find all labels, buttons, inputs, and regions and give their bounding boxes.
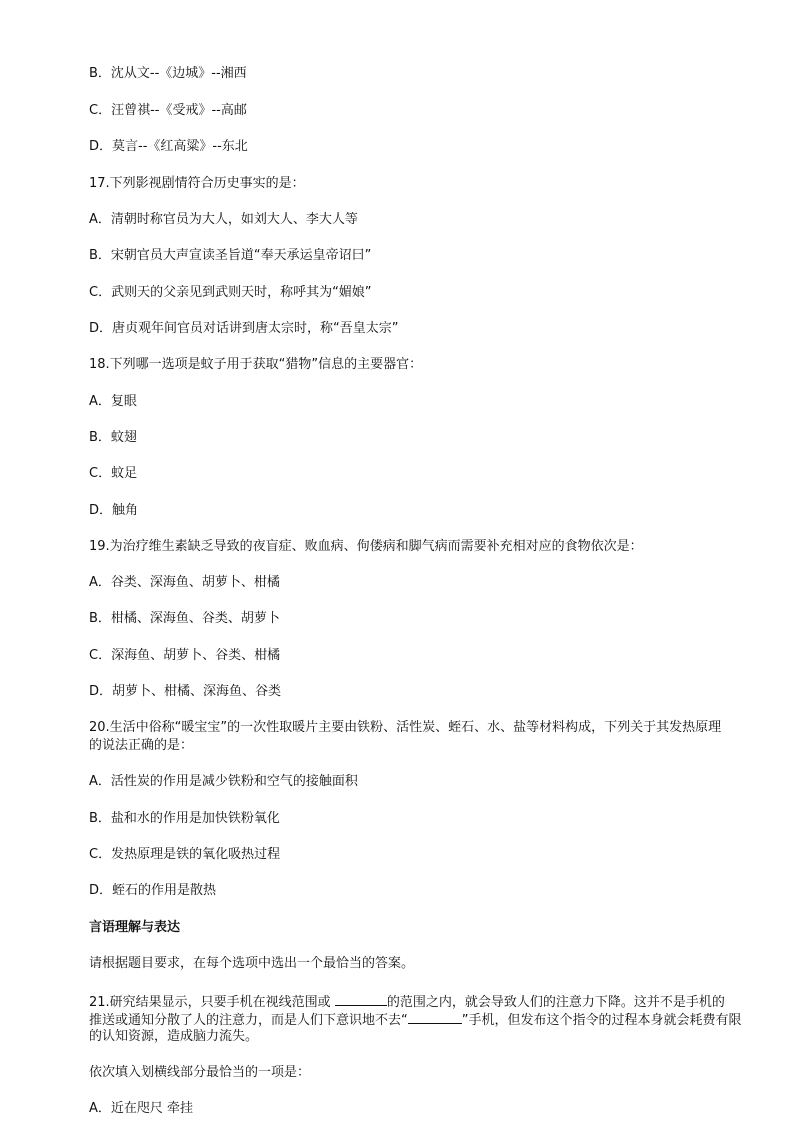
option-c-16: C．汪曾祺--《受戒》--高邮 — [89, 103, 247, 118]
option-d-20: D．蛭石的作用是散热 — [89, 883, 217, 898]
option-d-19: D．胡萝卜、柑橘、深海鱼、谷类 — [89, 684, 282, 699]
question-17: 17.下列影视剧情符合历史事实的是： — [89, 176, 305, 191]
option-c-20: C．发热原理是铁的氧化吸热过程 — [89, 847, 281, 862]
answer-blank-1 — [335, 993, 387, 1006]
option-d-17: D．唐贞观年间官员对话讲到唐太宗时，称“吾皇太宗” — [89, 321, 399, 336]
option-c-17: C．武则天的父亲见到武则天时，称呼其为“媚娘” — [89, 285, 372, 300]
option-a-19: A．谷类、深海鱼、胡萝卜、柑橘 — [89, 575, 280, 590]
question-21-text-b: 的范围之内，就会导致人们的注意力下降。这并不是手机的 — [386, 995, 725, 1010]
question-21-line2 — [89, 1011, 742, 1029]
option-a-18: A．复眼 — [89, 394, 137, 409]
option-b-17: B．宋朝官员大声宣读圣旨道“奉天承运皇帝诏曰” — [89, 248, 372, 263]
option-a-17: A．清朝时称官员为大人，如刘大人、李大人等 — [89, 212, 358, 227]
question-21-line1 — [89, 993, 725, 1011]
option-b-18: B．蚊翅 — [89, 430, 137, 445]
section-title: 言语理解与表达 — [89, 920, 181, 935]
question-20-line1: 20.生活中俗称“暖宝宝”的一次性取暖片主要由铁粉、活性炭、蛭石、水、盐等材料构成，下列关于其发热原理 — [89, 720, 722, 735]
question-21-text-c: 推送或通知分散了人的注意力，而是人们下意识地不去“ — [89, 1013, 408, 1028]
question-21-line3: 的认知资源，造成脑力流失。 — [89, 1029, 259, 1044]
question-19: 19.为治疗维生素缺乏导致的夜盲症、败血病、佝偻病和脚气病而需要补充相对应的食物依次是： — [89, 539, 643, 554]
option-c-19: C．深海鱼、胡萝卜、谷类、柑橘 — [89, 648, 281, 663]
option-d-16: D．莫言--《红高粱》--东北 — [89, 139, 248, 154]
option-b-19: B．柑橘、深海鱼、谷类、胡萝卜 — [89, 611, 280, 626]
question-21-text-a: 21.研究结果显示，只要手机在视线范围或 — [89, 995, 335, 1010]
section-instruction: 请根据题目要求，在每个选项中选出一个最恰当的答案。 — [89, 956, 415, 971]
question-21-text-d: ”手机，但发布这个指令的过程本身就会耗费有限 — [461, 1013, 742, 1028]
answer-blank-2 — [408, 1011, 462, 1024]
option-d-18: D．触角 — [89, 503, 139, 518]
option-a-21: A．近在咫尺 牵挂 — [89, 1101, 194, 1116]
option-c-18: C．蚊足 — [89, 466, 138, 481]
question-20-line2: 的说法正确的是： — [89, 738, 194, 753]
option-b-20: B．盐和水的作用是加快铁粉氧化 — [89, 811, 280, 826]
option-b-16: B．沈从文--《边城》--湘西 — [89, 66, 247, 81]
option-a-20: A．活性炭的作用是减少铁粉和空气的接触面积 — [89, 774, 358, 789]
question-18: 18.下列哪一选项是蚊子用于获取“猎物”信息的主要器官： — [89, 357, 423, 372]
question-21-prompt: 依次填入划横线部分最恰当的一项是： — [89, 1065, 311, 1080]
